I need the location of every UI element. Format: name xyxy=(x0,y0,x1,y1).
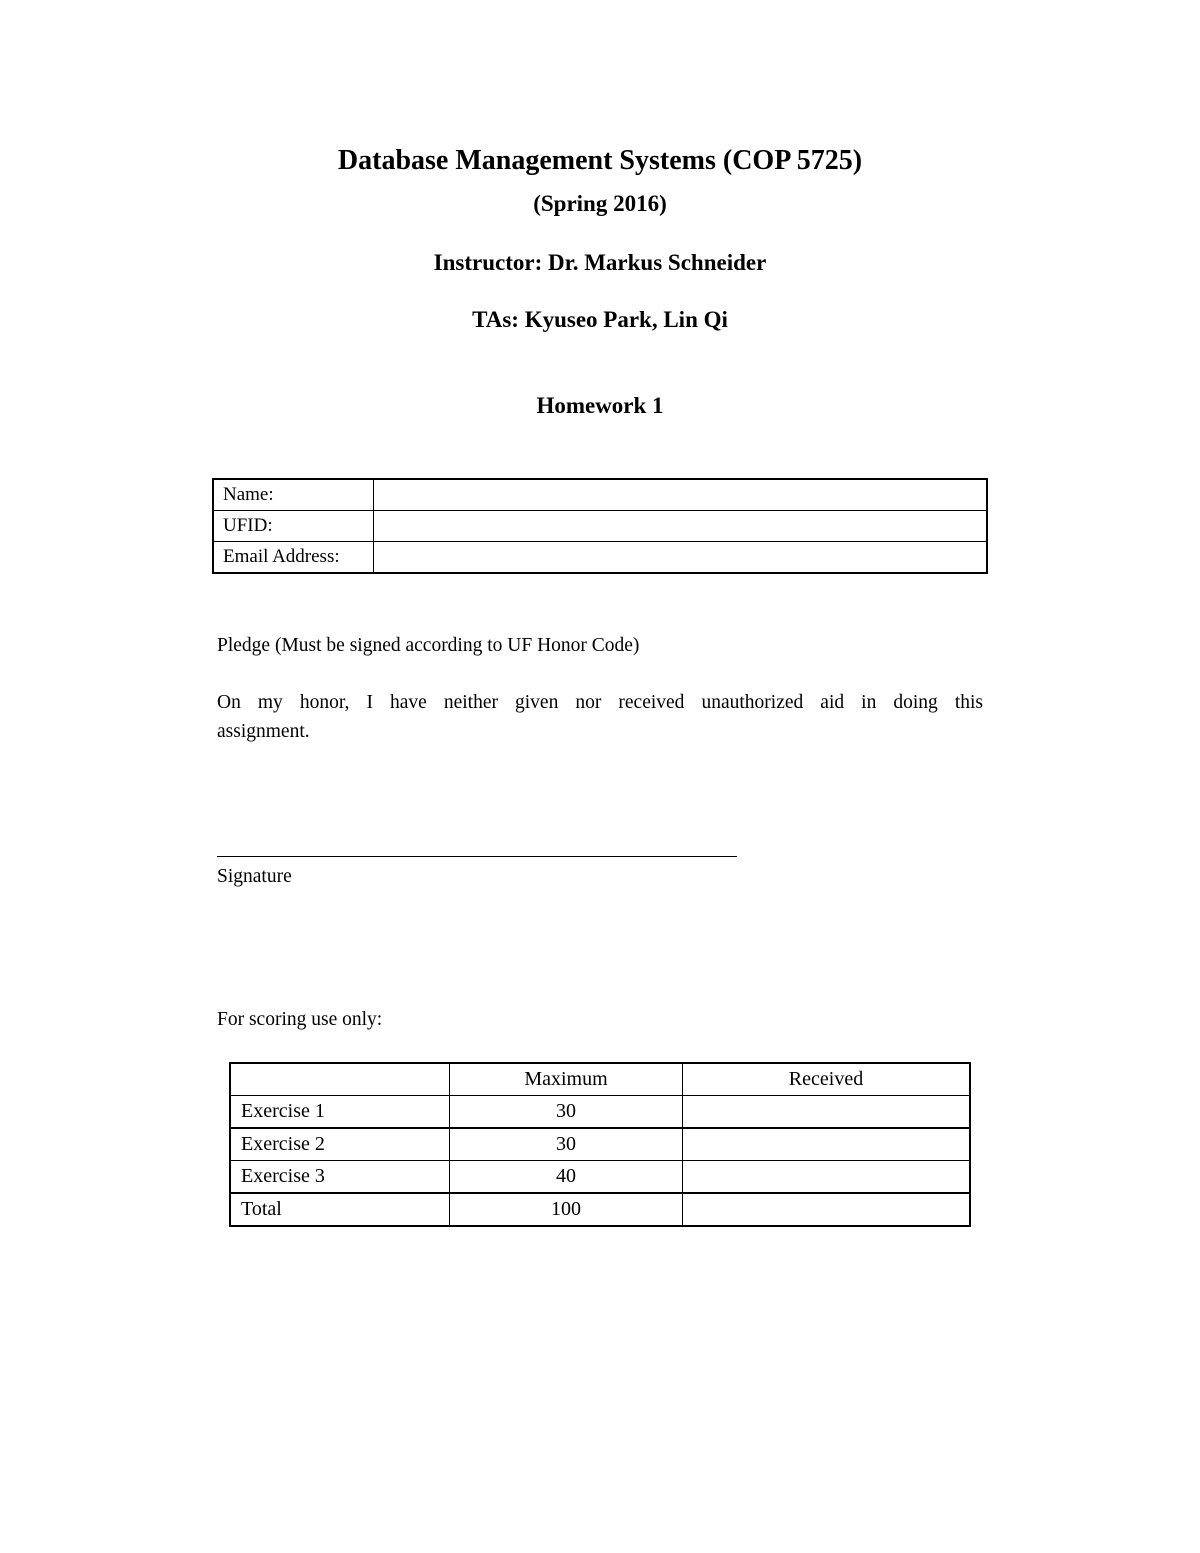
table-row xyxy=(213,511,987,542)
exercise-label: Exercise 2 xyxy=(230,1128,450,1161)
ufid-label: UFID: xyxy=(213,511,374,542)
total-maximum-value: 100 xyxy=(450,1193,683,1226)
total-label: Total xyxy=(230,1193,450,1226)
table-row xyxy=(230,1128,970,1161)
email-field[interactable] xyxy=(374,542,988,574)
ufid-field[interactable] xyxy=(374,511,988,542)
table-row xyxy=(230,1096,970,1129)
column-header-received: Received xyxy=(683,1063,971,1096)
pledge-text: On my honor, I have neither given nor received unauthorized aid in doing this assignment. xyxy=(217,692,983,742)
table-row xyxy=(230,1161,970,1194)
document-title: Database Management Systems (COP 5725) xyxy=(337,145,863,176)
student-info-table xyxy=(212,478,988,574)
table-row xyxy=(213,542,987,574)
homework-label: Homework 1 xyxy=(536,393,664,418)
signature-label: Signature xyxy=(217,866,292,887)
received-field[interactable] xyxy=(683,1128,971,1161)
instructor-label: Instructor: Dr. Markus Schneider xyxy=(433,250,767,275)
maximum-value: 30 xyxy=(450,1096,683,1129)
exercise-label: Exercise 3 xyxy=(230,1161,450,1194)
table-header-row xyxy=(230,1063,970,1096)
maximum-value: 30 xyxy=(450,1128,683,1161)
total-received-field[interactable] xyxy=(683,1193,971,1226)
email-label: Email Address: xyxy=(213,542,374,574)
exercise-label: Exercise 1 xyxy=(230,1096,450,1129)
received-field[interactable] xyxy=(683,1161,971,1194)
table-row-total xyxy=(230,1193,970,1226)
column-header-maximum: Maximum xyxy=(450,1063,683,1096)
scoring-title: For scoring use only: xyxy=(217,1009,383,1030)
column-header-exercise xyxy=(230,1063,450,1096)
tas-label: TAs: Kyuseo Park, Lin Qi xyxy=(472,307,728,332)
name-field[interactable] xyxy=(374,479,988,511)
semester-label: (Spring 2016) xyxy=(533,191,667,216)
pledge-title: Pledge (Must be signed according to UF Honor Code) xyxy=(217,635,640,656)
table-row xyxy=(213,479,987,511)
received-field[interactable] xyxy=(683,1096,971,1129)
signature-line[interactable] xyxy=(217,856,737,857)
scoring-table xyxy=(229,1062,971,1227)
maximum-value: 40 xyxy=(450,1161,683,1194)
name-label: Name: xyxy=(213,479,374,511)
